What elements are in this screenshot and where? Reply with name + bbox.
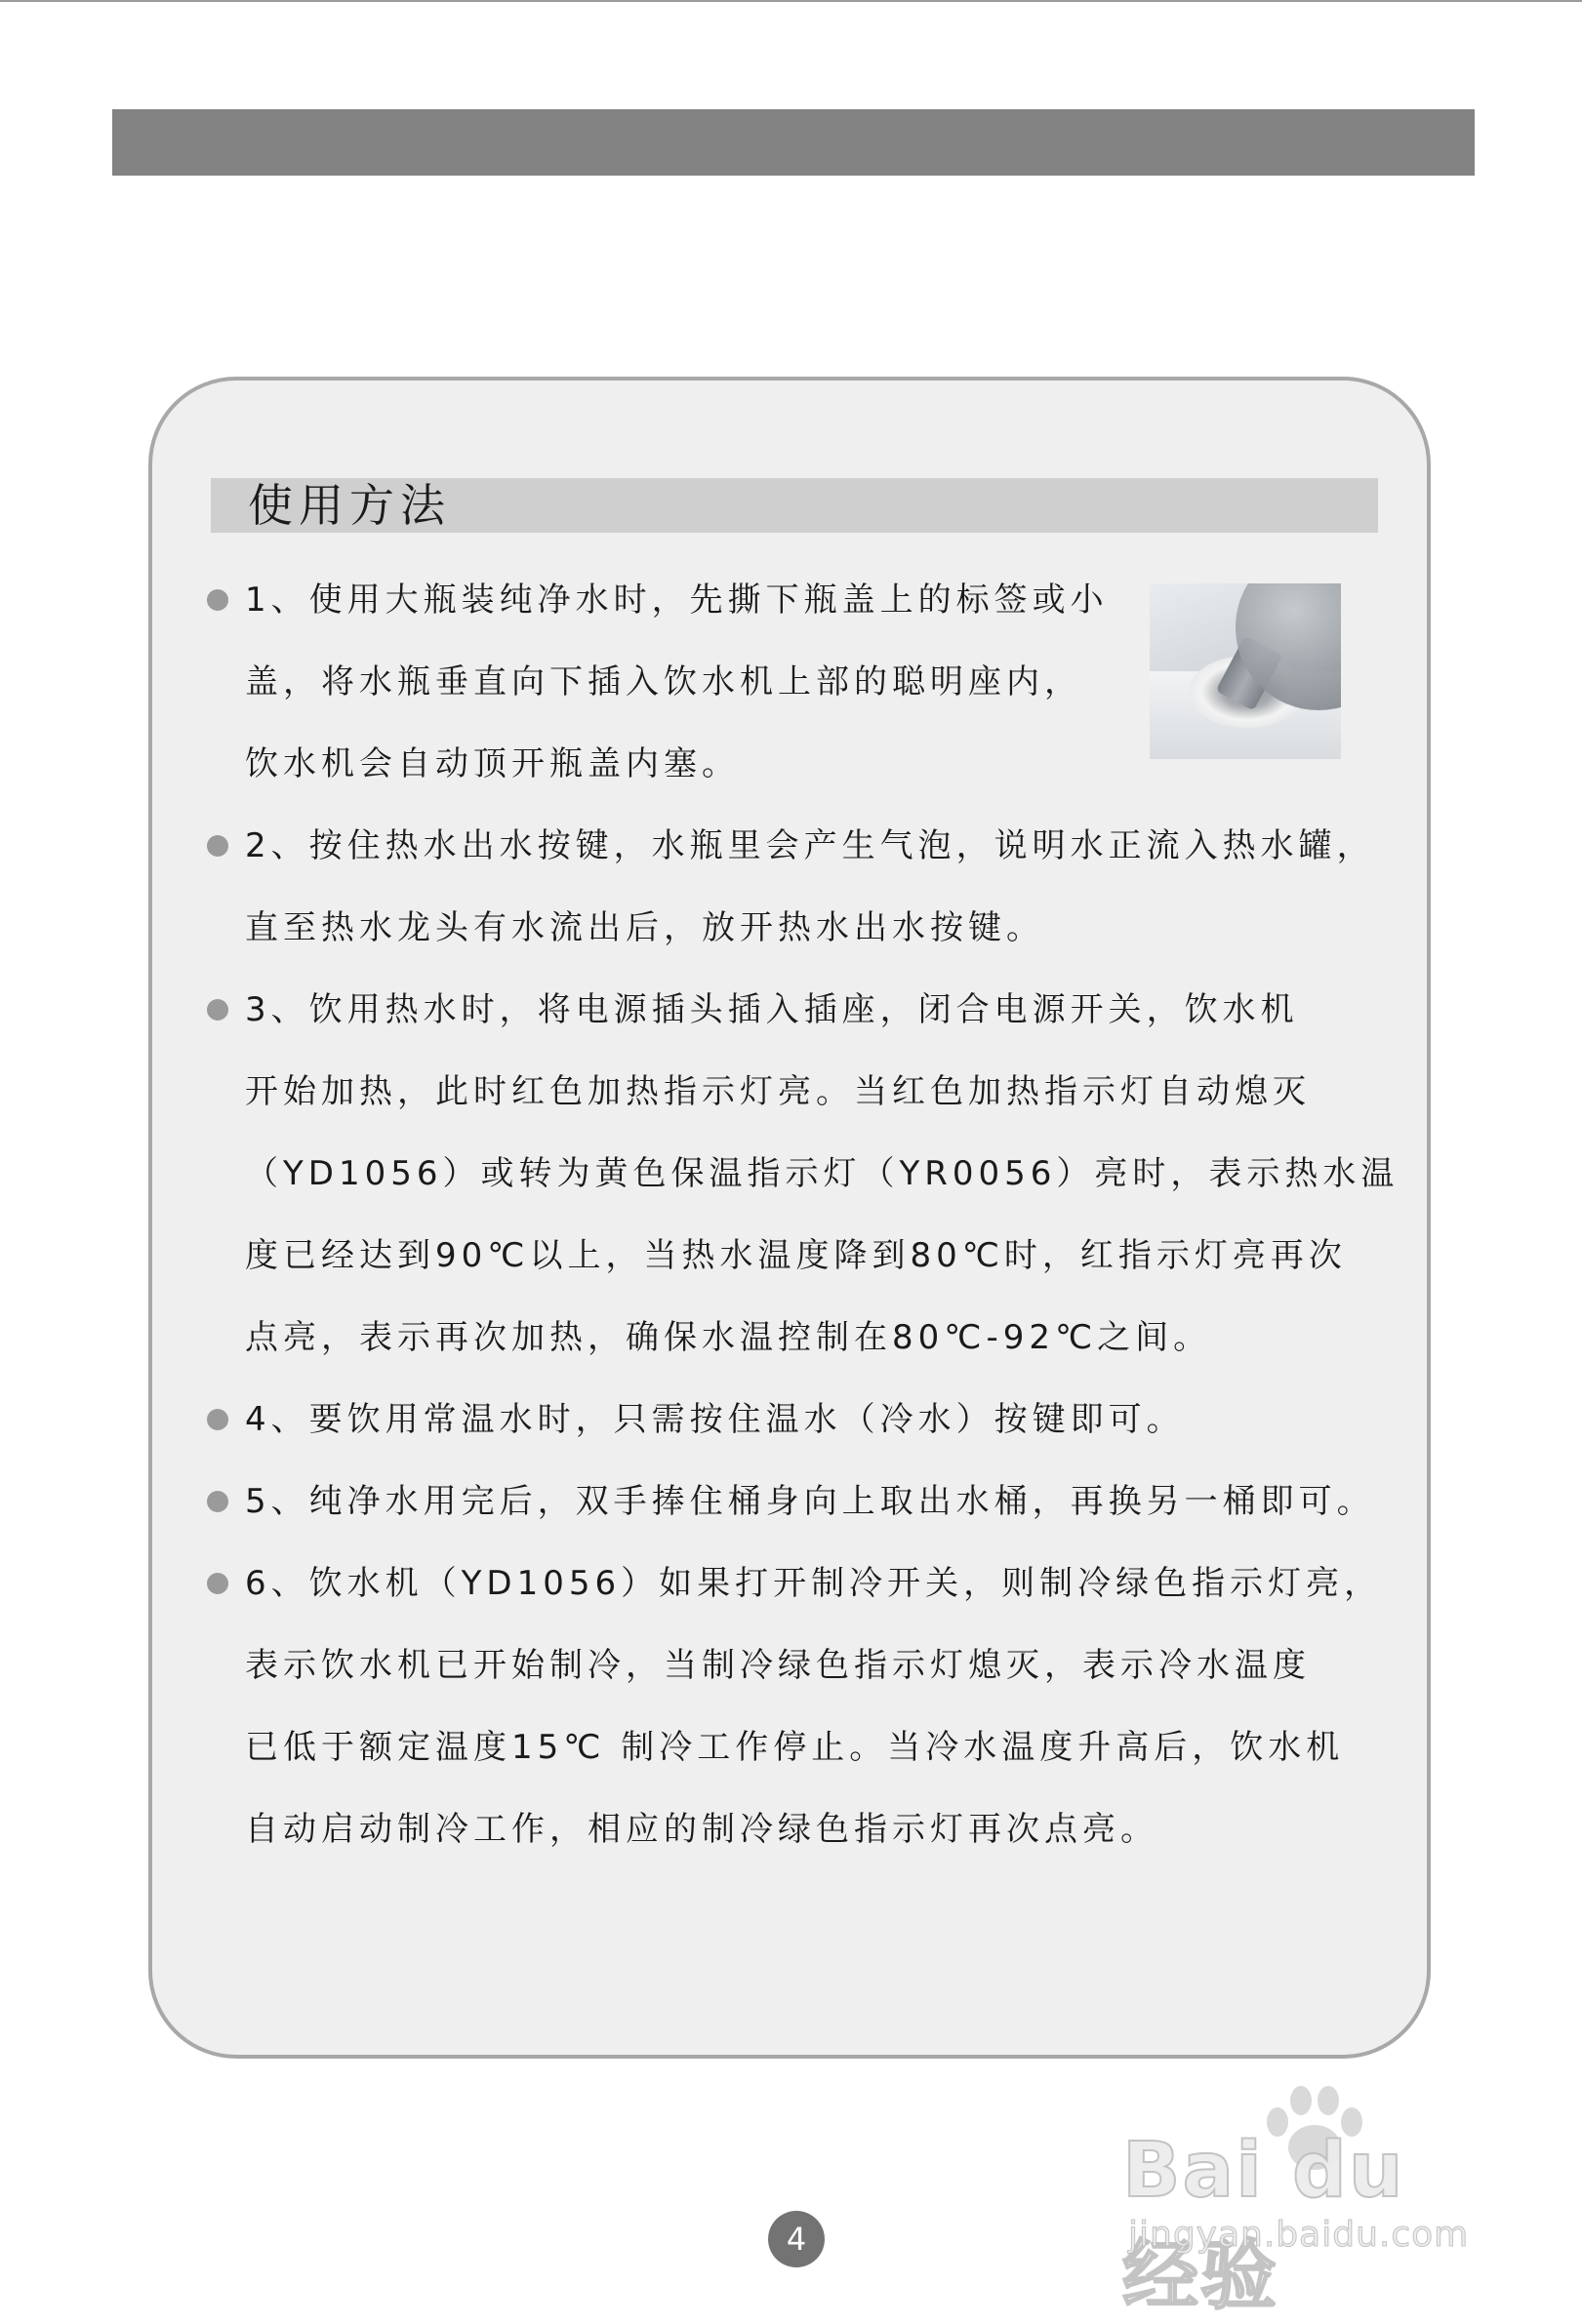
page-number: 4 (768, 2211, 825, 2267)
item-line: 6、饮水机（YD1056）如果打开制冷开关，则制冷绿色指示灯亮， (245, 1564, 1383, 1603)
item-line: 2、按住热水出水按键，水瓶里会产生气泡，说明水正流入热水罐， (245, 826, 1375, 865)
item-line: 饮水机会自动顶开瓶盖内塞。 (245, 744, 740, 783)
watermark-url: jingyan.baidu.com (1128, 2215, 1470, 2255)
item-line: 开始加热，此时红色加热指示灯亮。当红色加热指示灯自动熄灭 (245, 1072, 1311, 1111)
item-line: （YD1056）或转为黄色保温指示灯（YR0056）亮时，表示热水温 (245, 1154, 1399, 1193)
bullet-icon (207, 999, 228, 1021)
top-rule (0, 0, 1582, 2)
item-line: 4、要饮用常温水时，只需按住温水（冷水）按键即可。 (245, 1400, 1185, 1439)
section-title-bar (211, 478, 1378, 533)
item-line: 直至热水龙头有水流出后，放开热水出水按键。 (245, 908, 1044, 947)
bottle-insertion-photo (1150, 583, 1341, 759)
item-line: 盖，将水瓶垂直向下插入饮水机上部的聪明座内， (245, 662, 1082, 701)
item-line: 表示饮水机已开始制冷，当制冷绿色指示灯熄灭，表示冷水温度 (245, 1646, 1311, 1685)
instructions-panel (148, 377, 1431, 2059)
bullet-icon (207, 589, 228, 611)
section-title: 使用方法 (248, 479, 451, 532)
item-line: 已低于额定温度15℃ 制冷工作停止。当冷水温度升高后，饮水机 (245, 1728, 1345, 1767)
bullet-icon (207, 1491, 228, 1512)
item-line: 自动启动制冷工作，相应的制冷绿色指示灯再次点亮。 (245, 1810, 1158, 1849)
item-line: 度已经达到90℃以上，当热水温度降到80℃时，红指示灯亮再次 (245, 1236, 1347, 1275)
item-line: 1、使用大瓶装纯净水时，先撕下瓶盖上的标签或小 (245, 581, 1109, 620)
bullet-icon (207, 835, 228, 857)
item-line: 3、饮用热水时，将电源插头插入插座，闭合电源开关，饮水机 (245, 990, 1299, 1029)
header-bar (112, 109, 1475, 176)
baidu-jingyan-watermark (1122, 2078, 1493, 2320)
item-line: 5、纯净水用完后，双手捧住桶身向上取出水桶，再换另一桶即可。 (245, 1482, 1375, 1521)
item-line: 点亮，表示再次加热，确保水温控制在80℃-92℃之间。 (245, 1318, 1212, 1357)
bullet-icon (207, 1573, 228, 1594)
bullet-icon (207, 1409, 228, 1430)
watermark-brand: Bai du 经验 (1122, 2127, 1405, 2320)
